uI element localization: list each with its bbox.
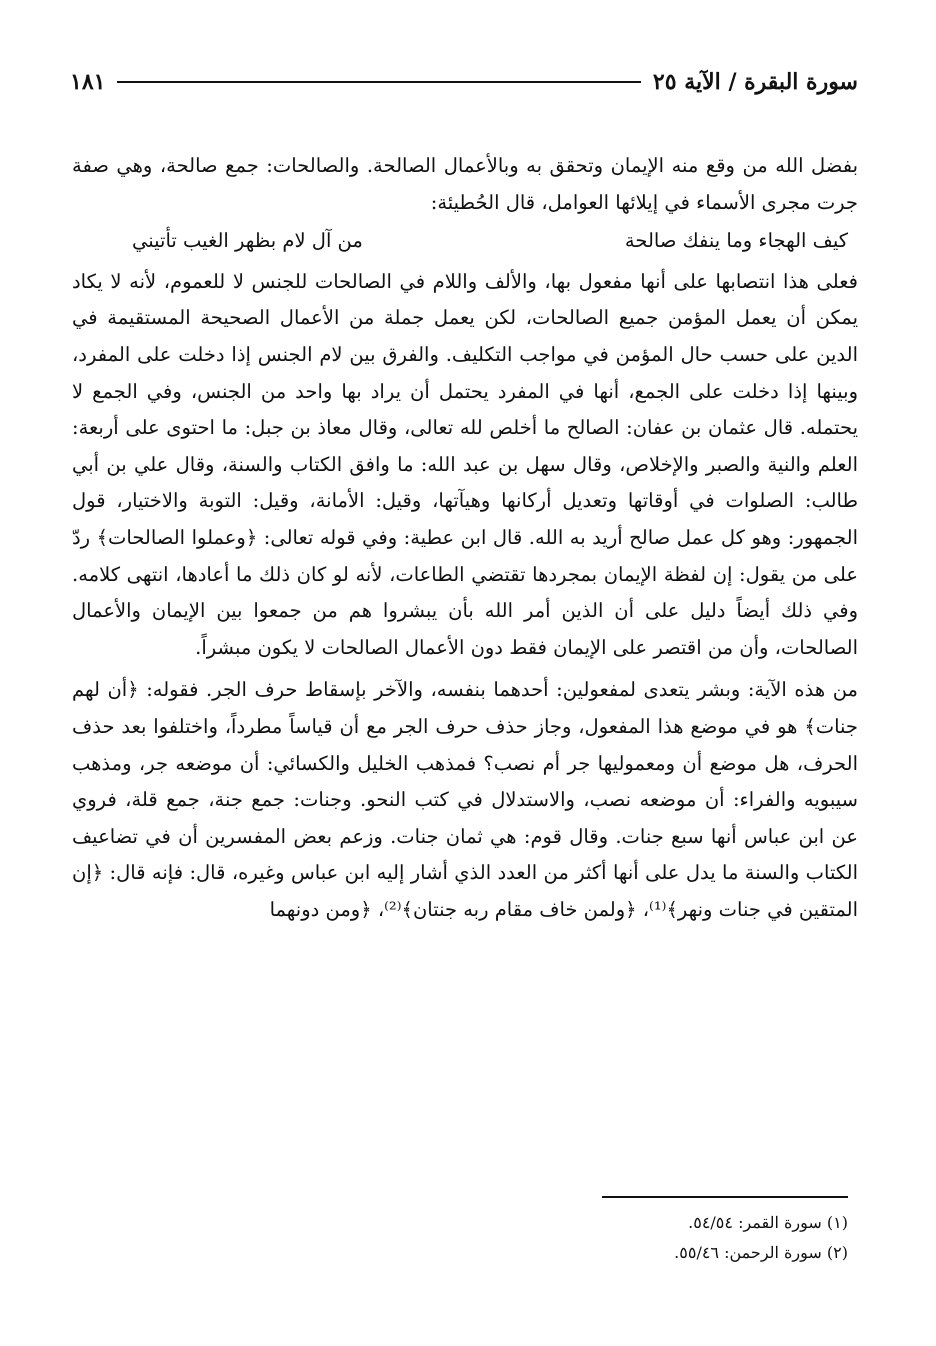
paragraph-3: من هذه الآية: وبشر يتعدى لمفعولين: أحدهما بنفسه، والآخر بإسقاط حرف الجر. فقوله: ﴿أن لهم جنات﴾ هو في موضع هذا المفعول، وجاز حذف حرف الجر مع أن قياساً مطرداً، واختلفوا بعد حذف الحرف، هل موضع أن ومعموليها جر أم نصب؟ فمذهب الخليل والكسائي: أن موضعه جر، ومذهب سيبويه والفراء: أن موضعه نصب، والاستدلال في كتب النحو. وجنات: جمع جنة، جمع قلة، فروي عن ابن عباس أنها سبع جنات. وقال قوم: هي ثمان جنات. وزعم بعض المفسرين أن في تضاعيف الكتاب والسنة ما يدل على أنها أكثر من العدد الذي أشار إليه ابن عباس وغيره، قال: فإنه قال: ﴿إن المتقين في جنات ونهر﴾⁽¹⁾، ﴿ولمن خاف مقام ربه جنتان﴾⁽²⁾، ﴿ومن دونهما [72,678,858,921]
main-text [72,148,858,928]
paragraph-1: بفضل الله من وقع منه الإيمان وتحقق به وبالأعمال الصالحة. والصالحات: جمع صالحة، وهي صفة جرت مجرى الأسماء في إيلائها العوامل، قال الحُطيئة: [72,154,858,214]
footnote-separator [602,1196,848,1198]
poetry-verse [72,223,858,260]
verse-hemistich-2: من آل لام بظهر الغيب تأتيني [132,229,363,253]
header-rule [117,81,640,83]
page-number: ١٨١ [70,69,106,95]
running-title: سورة البقرة / الآية ٢٥ [652,69,858,95]
page-header [70,62,858,102]
footnote-1: (١) سورة القمر: ٥٤/٥٤. [688,1213,848,1232]
footnote-2: (٢) سورة الرحمن: ٥٥/٤٦. [674,1243,848,1262]
paragraph-2: فعلى هذا انتصابها على أنها مفعول بها، والألف واللام في الصالحات للجنس لا للعموم، لأنه لا يكاد يمكن أن يعمل المؤمن جميع الصالحات، لكن يعمل جملة من الأعمال الصحيحة المستقيمة في الدين على حسب حال المؤمن في مواجب التكليف. والفرق بين لام الجنس إذا دخلت على المفرد، وبينها إذا دخلت على الجمع، أنها في المفرد يحتمل أن يراد بها واحد من الجنس، وفي الجمع لا يحتمله. قال عثمان بن عفان: الصالح ما أخلص لله تعالى، وقال معاذ بن جبل: ما احتوى على أربعة: العلم والنية والصبر والإخلاص، وقال سهل بن عبد الله: ما وافق الكتاب والسنة، وقال علي بن أبي طالب: الصلوات في أوقاتها وتعديل أركانها وهيآتها، وقيل: الأمانة، وقيل: التوبة والاختيار، قول الجمهور: وهو كل عمل صالح أريد به الله. قال ابن عطية: وفي قوله تعالى: ﴿وعملوا الصالحات﴾ ردّ على من يقول: إن لفظة الإيمان بمجردها تقتضي الطاعات، لأنه لو كان ذلك ما أعادها، انتهى كلامه. وفي ذلك أيضاً دليل على أن الذين أمر الله بأن يبشروا هم من جمعوا بين الإيمان والأعمال الصالحات، وأن من اقتصر على الإيمان فقط دون الأعمال الصالحات لا يكون مبشراً. [72,269,858,659]
footnotes [448,1208,848,1268]
verse-hemistich-1: كيف الهجاء وما ينفك صالحة [624,229,848,253]
